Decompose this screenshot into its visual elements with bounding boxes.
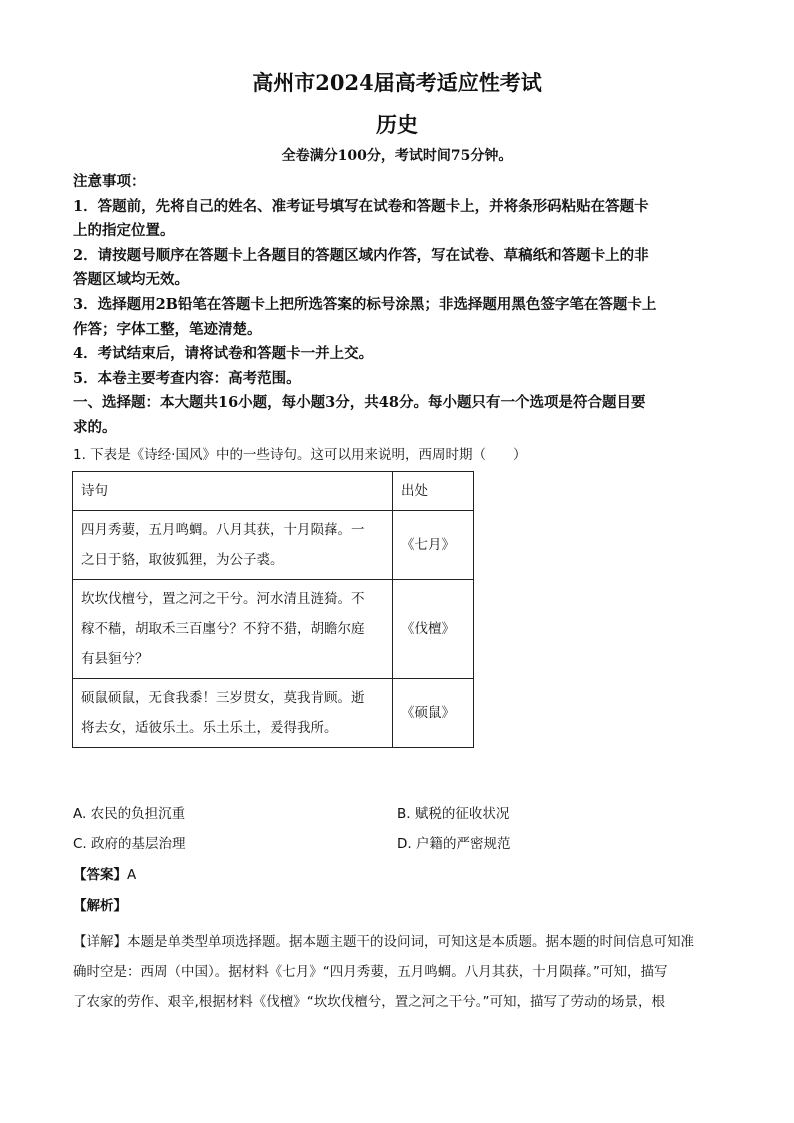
answer-value: A	[127, 867, 137, 883]
header-poem: 诗句	[73, 472, 393, 511]
poem-line: 坎坎伐檀兮，置之河之干兮。河水清且涟猗。不	[81, 591, 365, 607]
instruction-line: 作答；字体工整，笔迹清楚。	[73, 320, 262, 338]
instruction-line: 2．请按题号顺序在答题卡上各题目的答题区域内作答，写在试卷、草稿纸和答题卡上的非	[73, 246, 649, 264]
detail-explanation	[73, 927, 723, 1017]
instruction-line: 答题区域均无效。	[73, 271, 189, 289]
source-cell: 《硕鼠》	[393, 679, 474, 748]
instruction-line: 1．答题前，先将自己的姓名、准考证号填写在试卷和答题卡上，并将条形码粘贴在答题卡	[73, 197, 649, 215]
source-cell: 《七月》	[393, 511, 474, 580]
question-1-stem: 1. 下表是《诗经·国风》中的一些诗句。这可以用来说明，西周时期（ ）	[73, 447, 527, 463]
option-c: C. 政府的基层治理	[73, 836, 186, 852]
poems-table	[72, 471, 474, 748]
instruction-line: 上的指定位置。	[73, 222, 175, 240]
option-a: A. 农民的负担沉重	[73, 806, 186, 822]
section-heading: 一、选择题：本大题共16小题，每小题3分，共48分。每小题只有一个选项是符合题目要	[73, 394, 646, 412]
table-row	[73, 679, 474, 748]
poem-line: 有县貆兮？	[81, 651, 149, 667]
score-time-note: 全卷满分100分，考试时间75分钟。	[281, 148, 513, 164]
poem-cell	[73, 511, 393, 580]
poem-line: 稼不穑，胡取禾三百廛兮？不狩不猎，胡瞻尔庭	[81, 621, 365, 637]
option-d: D. 户籍的严密规范	[397, 836, 511, 852]
poem-line: 之日于貉，取彼狐狸，为公子裘。	[81, 552, 284, 568]
poem-cell	[73, 679, 393, 748]
detail-line: 了农家的劳作、艰辛,根据材料《伐檀》“坎坎伐檀兮，置之河之干兮。”可知，描写了劳动的场景，根	[73, 994, 666, 1010]
detail-line: 【详解】本题是单类型单项选择题。据本题主题干的设问词，可知这是本质题。据本题的时间信息可知准	[73, 934, 694, 950]
option-b: B. 赋税的征收状况	[397, 806, 510, 822]
analysis-label: 【解析】	[73, 898, 127, 914]
table-header-row	[73, 472, 474, 511]
instruction-line: 5．本卷主要考查内容：高考范围。	[73, 369, 301, 387]
subject-title: 历史	[376, 112, 418, 137]
detail-line: 确时空是：西周（中国）。据材料《七月》“四月秀葽，五月鸣蜩。八月其获，十月陨萚。”可知，描写	[73, 964, 668, 980]
exam-title: 高州市2024届高考适应性考试	[252, 70, 542, 95]
table-row	[73, 580, 474, 679]
instruction-line: 4．考试结束后，请将试卷和答题卡一并上交。	[73, 345, 374, 363]
poem-cell	[73, 580, 393, 679]
answer-label: 【答案】	[73, 867, 127, 883]
section-heading-cont: 求的。	[73, 418, 117, 436]
poem-line: 四月秀葽，五月鸣蜩。八月其获，十月陨萚。一	[81, 522, 365, 538]
poem-line: 硕鼠硕鼠，无食我黍！三岁贯女，莫我肯顾。逝	[81, 690, 365, 706]
instruction-line: 3．选择题用2B铅笔在答题卡上把所选答案的标号涂黑；非选择题用黑色签字笔在答题卡上	[73, 295, 657, 313]
answer-line	[73, 864, 136, 886]
source-cell: 《伐檀》	[393, 580, 474, 679]
analysis-line	[73, 895, 127, 917]
header-source: 出处	[393, 472, 474, 511]
table-row	[73, 511, 474, 580]
poem-line: 将去女，适彼乐土。乐土乐土，爰得我所。	[81, 720, 338, 736]
instructions-heading: 注意事项：	[73, 173, 146, 190]
instructions-block	[73, 170, 723, 441]
